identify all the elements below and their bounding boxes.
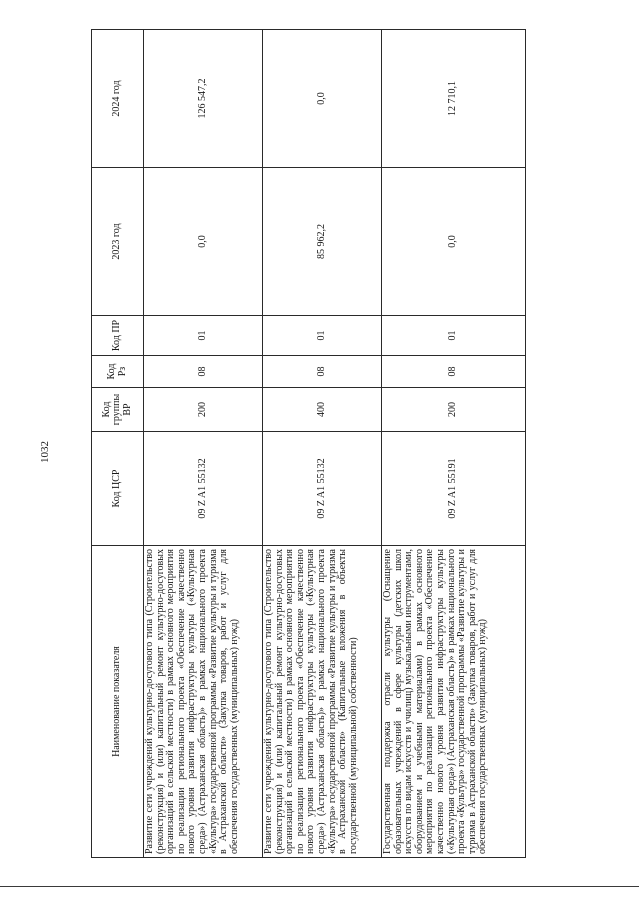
cell-vr: 200 — [144, 388, 263, 432]
cell-csr: 09 Z A1 55132 — [263, 432, 382, 546]
table-row — [263, 30, 382, 858]
footer-rule — [0, 886, 639, 887]
cell-csr: 09 Z A1 55132 — [144, 432, 263, 546]
rotated-table-container — [91, 30, 525, 858]
cell-2023: 0,0 — [382, 168, 526, 316]
cell-rz: 08 — [263, 356, 382, 388]
cell-pr: 01 — [382, 316, 526, 356]
cell-name: Развитие сети учреждений культурно-досугового типа (Строительство (реконструкция) и (или) капитальный ремонт культурно-досуговых организаций в сельской местности) в рамках основного мероприятия по реализации регионального проекта «Обеспечение качественно нового уровня развития инфраструктуры культуры («Культурная среда») (Астраханская область)» в рамках национального проекта «Культура» государственной программы «Развитие культуры и туризма в Астраханской области» (Закупка товаров, работ и услуг для обеспечения государственных (муниципальных) нужд) — [144, 546, 263, 858]
cell-2024: 126 547,2 — [144, 30, 263, 168]
cell-name: Государственная поддержка отрасли культуры (Оснащение образовательных учреждений в сфере культуры (детских школ искусств по видам искусств и училищ) музыкальными инструментами, оборудованием и учебными материалами) в рамках основного мероприятия по реализации регионального проекта «Обеспечение качественно нового уровня развития инфраструктуры культуры («Культурная среда») (Астраханская область)» в рамках национального проекта «Культура» государственной программы «Развитие культуры и туризма в Астраханской области» (Закупка товаров, работ и услуг для обеспечения государственных (муниципальных) нужд) — [382, 546, 526, 858]
cell-2023: 85 962,2 — [263, 168, 382, 316]
header-csr: Код ЦСР — [92, 432, 144, 546]
budget-table — [91, 29, 526, 858]
table-row — [382, 30, 526, 858]
cell-pr: 01 — [144, 316, 263, 356]
header-pr: Код ПР — [92, 316, 144, 356]
header-vr: Код группы ВР — [92, 388, 144, 432]
cell-csr: 09 Z A1 55191 — [382, 432, 526, 546]
header-2023: 2023 год — [92, 168, 144, 316]
cell-vr: 400 — [263, 388, 382, 432]
cell-2023: 0,0 — [144, 168, 263, 316]
cell-vr: 200 — [382, 388, 526, 432]
header-2024: 2024 год — [92, 30, 144, 168]
table-header-row — [92, 30, 144, 858]
table-row — [144, 30, 263, 858]
cell-pr: 01 — [263, 316, 382, 356]
header-name: Наименование показателя — [92, 546, 144, 858]
cell-2024: 12 710,1 — [382, 30, 526, 168]
header-rz: Код Рз — [92, 356, 144, 388]
cell-rz: 08 — [382, 356, 526, 388]
page-number: 1032 — [39, 441, 51, 463]
cell-name: Развитие сети учреждений культурно-досугового типа (Строительство (реконструкция) и (или) капитальный ремонт культурно-досуговых организаций в сельской местности) в рамках основного мероприятия по реализации регионального проекта «Обеспечение качественно нового уровня развития инфраструктуры культуры («Культурная среда») (Астраханская область)» в рамках национального проекта «Культура» государственной программы «Развитие культуры и туризма в Астраханской области» (Капитальные вложения в объекты государственной (муниципальной) собственности) — [263, 546, 382, 858]
cell-rz: 08 — [144, 356, 263, 388]
cell-2024: 0,0 — [263, 30, 382, 168]
